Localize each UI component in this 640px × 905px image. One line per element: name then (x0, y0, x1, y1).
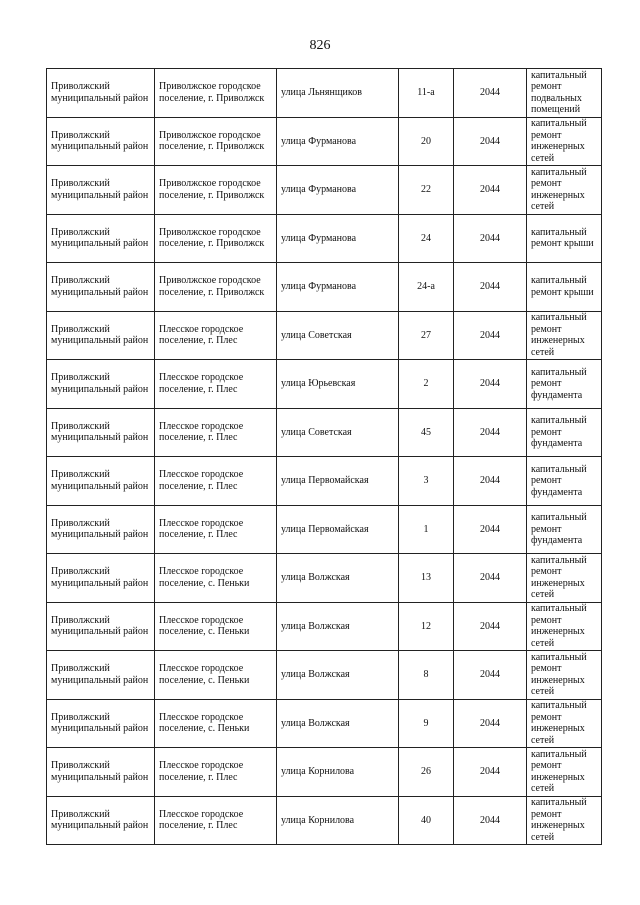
table-row (47, 263, 602, 312)
year-cell: 2044 (454, 311, 527, 360)
year-cell: 2044 (454, 602, 527, 651)
settlement-cell: Плесское городское поселение, с. Пеньки (155, 602, 277, 651)
district-cell: Приволжский муниципальный район (47, 699, 155, 748)
settlement-cell: Плесское городское поселение, г. Плес (155, 505, 277, 554)
year-cell: 2044 (454, 796, 527, 845)
table-row (47, 554, 602, 603)
district-cell: Приволжский муниципальный район (47, 408, 155, 457)
house-number-cell: 24 (399, 214, 454, 263)
district-cell: Приволжский муниципальный район (47, 214, 155, 263)
settlement-cell: Плесское городское поселение, г. Плес (155, 360, 277, 409)
district-cell: Приволжский муниципальный район (47, 796, 155, 845)
year-cell: 2044 (454, 117, 527, 166)
street-cell: улица Первомайская (277, 505, 399, 554)
work-type-cell: капитальный ремонт инженерных сетей (527, 166, 602, 215)
year-cell: 2044 (454, 457, 527, 506)
district-cell: Приволжский муниципальный район (47, 166, 155, 215)
work-type-cell: капитальный ремонт крыши (527, 214, 602, 263)
work-type-cell: капитальный ремонт инженерных сетей (527, 651, 602, 700)
house-number-cell: 8 (399, 651, 454, 700)
district-cell: Приволжский муниципальный район (47, 457, 155, 506)
house-number-cell: 12 (399, 602, 454, 651)
table-row (47, 311, 602, 360)
work-type-cell: капитальный ремонт инженерных сетей (527, 311, 602, 360)
table-row (47, 602, 602, 651)
repair-schedule-table (46, 68, 602, 845)
work-type-cell: капитальный ремонт инженерных сетей (527, 748, 602, 797)
house-number-cell: 1 (399, 505, 454, 554)
street-cell: улица Волжская (277, 554, 399, 603)
settlement-cell: Плесское городское поселение, с. Пеньки (155, 554, 277, 603)
district-cell: Приволжский муниципальный район (47, 69, 155, 118)
district-cell: Приволжский муниципальный район (47, 651, 155, 700)
table-row (47, 651, 602, 700)
district-cell: Приволжский муниципальный район (47, 360, 155, 409)
year-cell: 2044 (454, 699, 527, 748)
table-row (47, 214, 602, 263)
street-cell: улица Юрьевская (277, 360, 399, 409)
settlement-cell: Плесское городское поселение, г. Плес (155, 457, 277, 506)
table-row (47, 408, 602, 457)
street-cell: улица Волжская (277, 602, 399, 651)
year-cell: 2044 (454, 505, 527, 554)
work-type-cell: капитальный ремонт фундамента (527, 408, 602, 457)
house-number-cell: 20 (399, 117, 454, 166)
work-type-cell: капитальный ремонт инженерных сетей (527, 602, 602, 651)
street-cell: улица Корнилова (277, 796, 399, 845)
house-number-cell: 22 (399, 166, 454, 215)
street-cell: улица Фурманова (277, 214, 399, 263)
year-cell: 2044 (454, 263, 527, 312)
house-number-cell: 9 (399, 699, 454, 748)
street-cell: улица Корнилова (277, 748, 399, 797)
district-cell: Приволжский муниципальный район (47, 117, 155, 166)
work-type-cell: капитальный ремонт подвальных помещений (527, 69, 602, 118)
work-type-cell: капитальный ремонт фундамента (527, 505, 602, 554)
table-row (47, 748, 602, 797)
work-type-cell: капитальный ремонт инженерных сетей (527, 699, 602, 748)
work-type-cell: капитальный ремонт инженерных сетей (527, 796, 602, 845)
street-cell: улица Советская (277, 311, 399, 360)
district-cell: Приволжский муниципальный район (47, 505, 155, 554)
work-type-cell: капитальный ремонт инженерных сетей (527, 117, 602, 166)
year-cell: 2044 (454, 166, 527, 215)
house-number-cell: 2 (399, 360, 454, 409)
house-number-cell: 27 (399, 311, 454, 360)
street-cell: улица Советская (277, 408, 399, 457)
district-cell: Приволжский муниципальный район (47, 263, 155, 312)
year-cell: 2044 (454, 214, 527, 263)
district-cell: Приволжский муниципальный район (47, 748, 155, 797)
house-number-cell: 13 (399, 554, 454, 603)
work-type-cell: капитальный ремонт инженерных сетей (527, 554, 602, 603)
settlement-cell: Приволжское городское поселение, г. Приволжск (155, 214, 277, 263)
street-cell: улица Фурманова (277, 117, 399, 166)
settlement-cell: Плесское городское поселение, г. Плес (155, 408, 277, 457)
year-cell: 2044 (454, 554, 527, 603)
street-cell: улица Фурманова (277, 263, 399, 312)
street-cell: улица Льнянщиков (277, 69, 399, 118)
work-type-cell: капитальный ремонт фундамента (527, 457, 602, 506)
district-cell: Приволжский муниципальный район (47, 554, 155, 603)
table-row (47, 796, 602, 845)
table-row (47, 505, 602, 554)
table-row (47, 69, 602, 118)
table-row (47, 360, 602, 409)
page-number: 826 (309, 38, 331, 53)
house-number-cell: 11-а (399, 69, 454, 118)
street-cell: улица Фурманова (277, 166, 399, 215)
table-row (47, 166, 602, 215)
settlement-cell: Плесское городское поселение, г. Плес (155, 311, 277, 360)
work-type-cell: капитальный ремонт фундамента (527, 360, 602, 409)
table-row (47, 117, 602, 166)
settlement-cell: Плесское городское поселение, с. Пеньки (155, 651, 277, 700)
settlement-cell: Приволжское городское поселение, г. Приволжск (155, 69, 277, 118)
settlement-cell: Приволжское городское поселение, г. Приволжск (155, 117, 277, 166)
house-number-cell: 26 (399, 748, 454, 797)
street-cell: улица Первомайская (277, 457, 399, 506)
year-cell: 2044 (454, 651, 527, 700)
year-cell: 2044 (454, 69, 527, 118)
house-number-cell: 40 (399, 796, 454, 845)
year-cell: 2044 (454, 408, 527, 457)
settlement-cell: Приволжское городское поселение, г. Приволжск (155, 166, 277, 215)
house-number-cell: 3 (399, 457, 454, 506)
table-row (47, 457, 602, 506)
work-type-cell: капитальный ремонт крыши (527, 263, 602, 312)
table-body (47, 69, 602, 845)
year-cell: 2044 (454, 748, 527, 797)
district-cell: Приволжский муниципальный район (47, 602, 155, 651)
house-number-cell: 24-а (399, 263, 454, 312)
settlement-cell: Плесское городское поселение, с. Пеньки (155, 699, 277, 748)
table-row (47, 699, 602, 748)
year-cell: 2044 (454, 360, 527, 409)
settlement-cell: Плесское городское поселение, г. Плес (155, 796, 277, 845)
street-cell: улица Волжская (277, 699, 399, 748)
settlement-cell: Приволжское городское поселение, г. Приволжск (155, 263, 277, 312)
settlement-cell: Плесское городское поселение, г. Плес (155, 748, 277, 797)
house-number-cell: 45 (399, 408, 454, 457)
street-cell: улица Волжская (277, 651, 399, 700)
district-cell: Приволжский муниципальный район (47, 311, 155, 360)
